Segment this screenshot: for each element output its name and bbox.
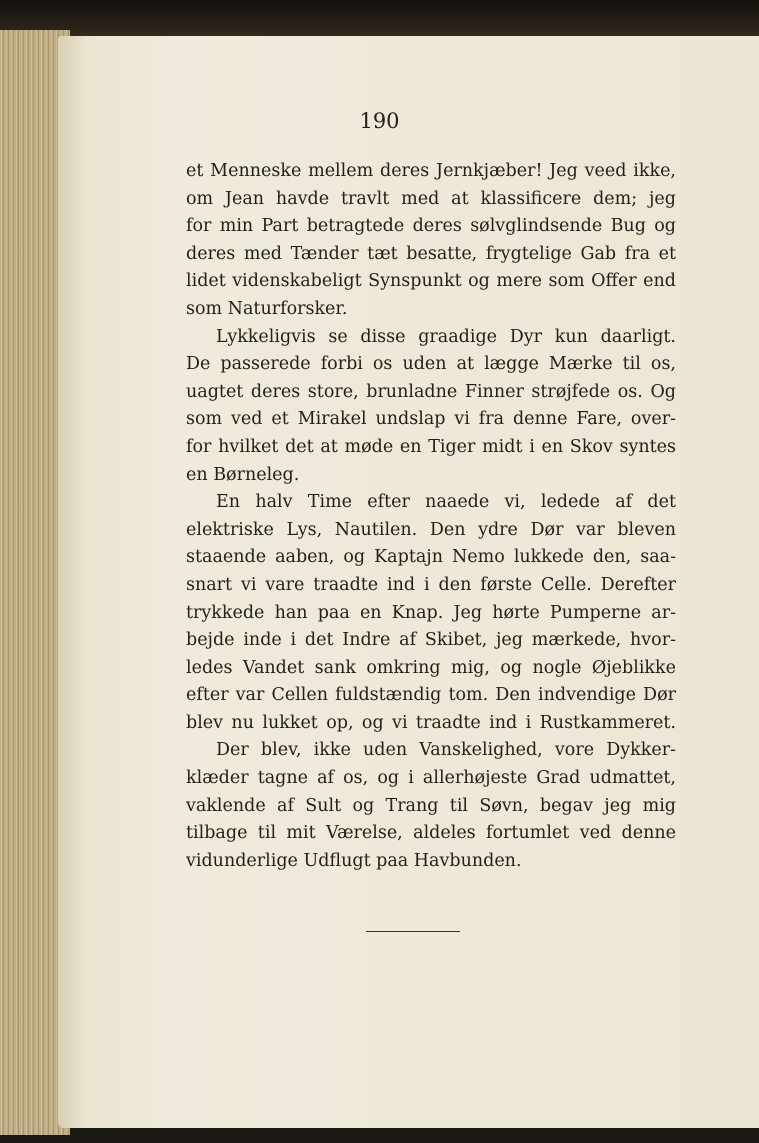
- text-line: bejde inde i det Indre af Skibet, jeg mærkede, hvor-: [186, 630, 676, 651]
- text-line: En halv Time efter naaede vi, ledede af det: [216, 492, 676, 513]
- text-line: som Naturforsker.: [186, 298, 348, 319]
- text-line: ledes Vandet sank omkring mig, og nogle Øjeblikke: [186, 657, 676, 678]
- text-line: elektriske Lys, Nautilen. Den ydre Dør var bleven: [186, 519, 676, 540]
- text-line: om Jean havde travlt med at klassificere dem; jeg: [186, 188, 676, 209]
- text-line: vaklende af Sult og Trang til Søvn, begav jeg mig: [186, 795, 676, 816]
- text-line: Lykkeligvis se disse graadige Dyr kun daarligt.: [216, 326, 676, 347]
- text-line: blev nu lukket op, og vi traadte ind i Rustkammeret.: [186, 712, 676, 733]
- page-number: 190: [359, 109, 400, 133]
- text-line: vidunderlige Udflugt paa Havbunden.: [186, 850, 522, 871]
- text-line: for min Part betragtede deres sølvglindsende Bug og: [186, 216, 676, 237]
- text-line: klæder tagne af os, og i allerhøjeste Grad udmattet,: [186, 768, 676, 789]
- end-of-chapter-rule: [366, 931, 460, 932]
- text-line: lidet videnskabeligt Synspunkt og mere som Offer end: [186, 271, 676, 292]
- text-line: De passerede forbi os uden at lægge Mærke til os,: [186, 354, 676, 375]
- book-cover: [0, 0, 759, 40]
- text-line: trykkede han paa en Knap. Jeg hørte Pumperne ar-: [186, 602, 676, 623]
- text-line: Der blev, ikke uden Vanskelighed, vore Dykker-: [216, 740, 676, 761]
- text-line: uagtet deres store, brunladne Finner strøjfede os. Og: [186, 381, 676, 402]
- text-line: tilbage til mit Værelse, aldeles fortumlet ved denne: [186, 823, 676, 844]
- text-line: efter var Cellen fuldstændig tom. Den indvendige Dør: [186, 685, 676, 706]
- text-line: for hvilket det at møde en Tiger midt i en Skov syntes: [186, 436, 676, 457]
- text-line: som ved et Mirakel undslap vi fra denne Fare, over-: [186, 409, 676, 430]
- text-line: deres med Tænder tæt besatte, frygtelige Gab fra et: [186, 243, 676, 264]
- text-line: staaende aaben, og Kaptajn Nemo lukkede den, saa-: [186, 547, 676, 568]
- text-line: et Menneske mellem deres Jernkjæber! Jeg veed ikke,: [186, 161, 676, 181]
- text-line: en Børneleg.: [186, 464, 300, 485]
- text-line: snart vi vare traadte ind i den første Celle. Derefter: [186, 574, 676, 595]
- body-text: [186, 158, 676, 875]
